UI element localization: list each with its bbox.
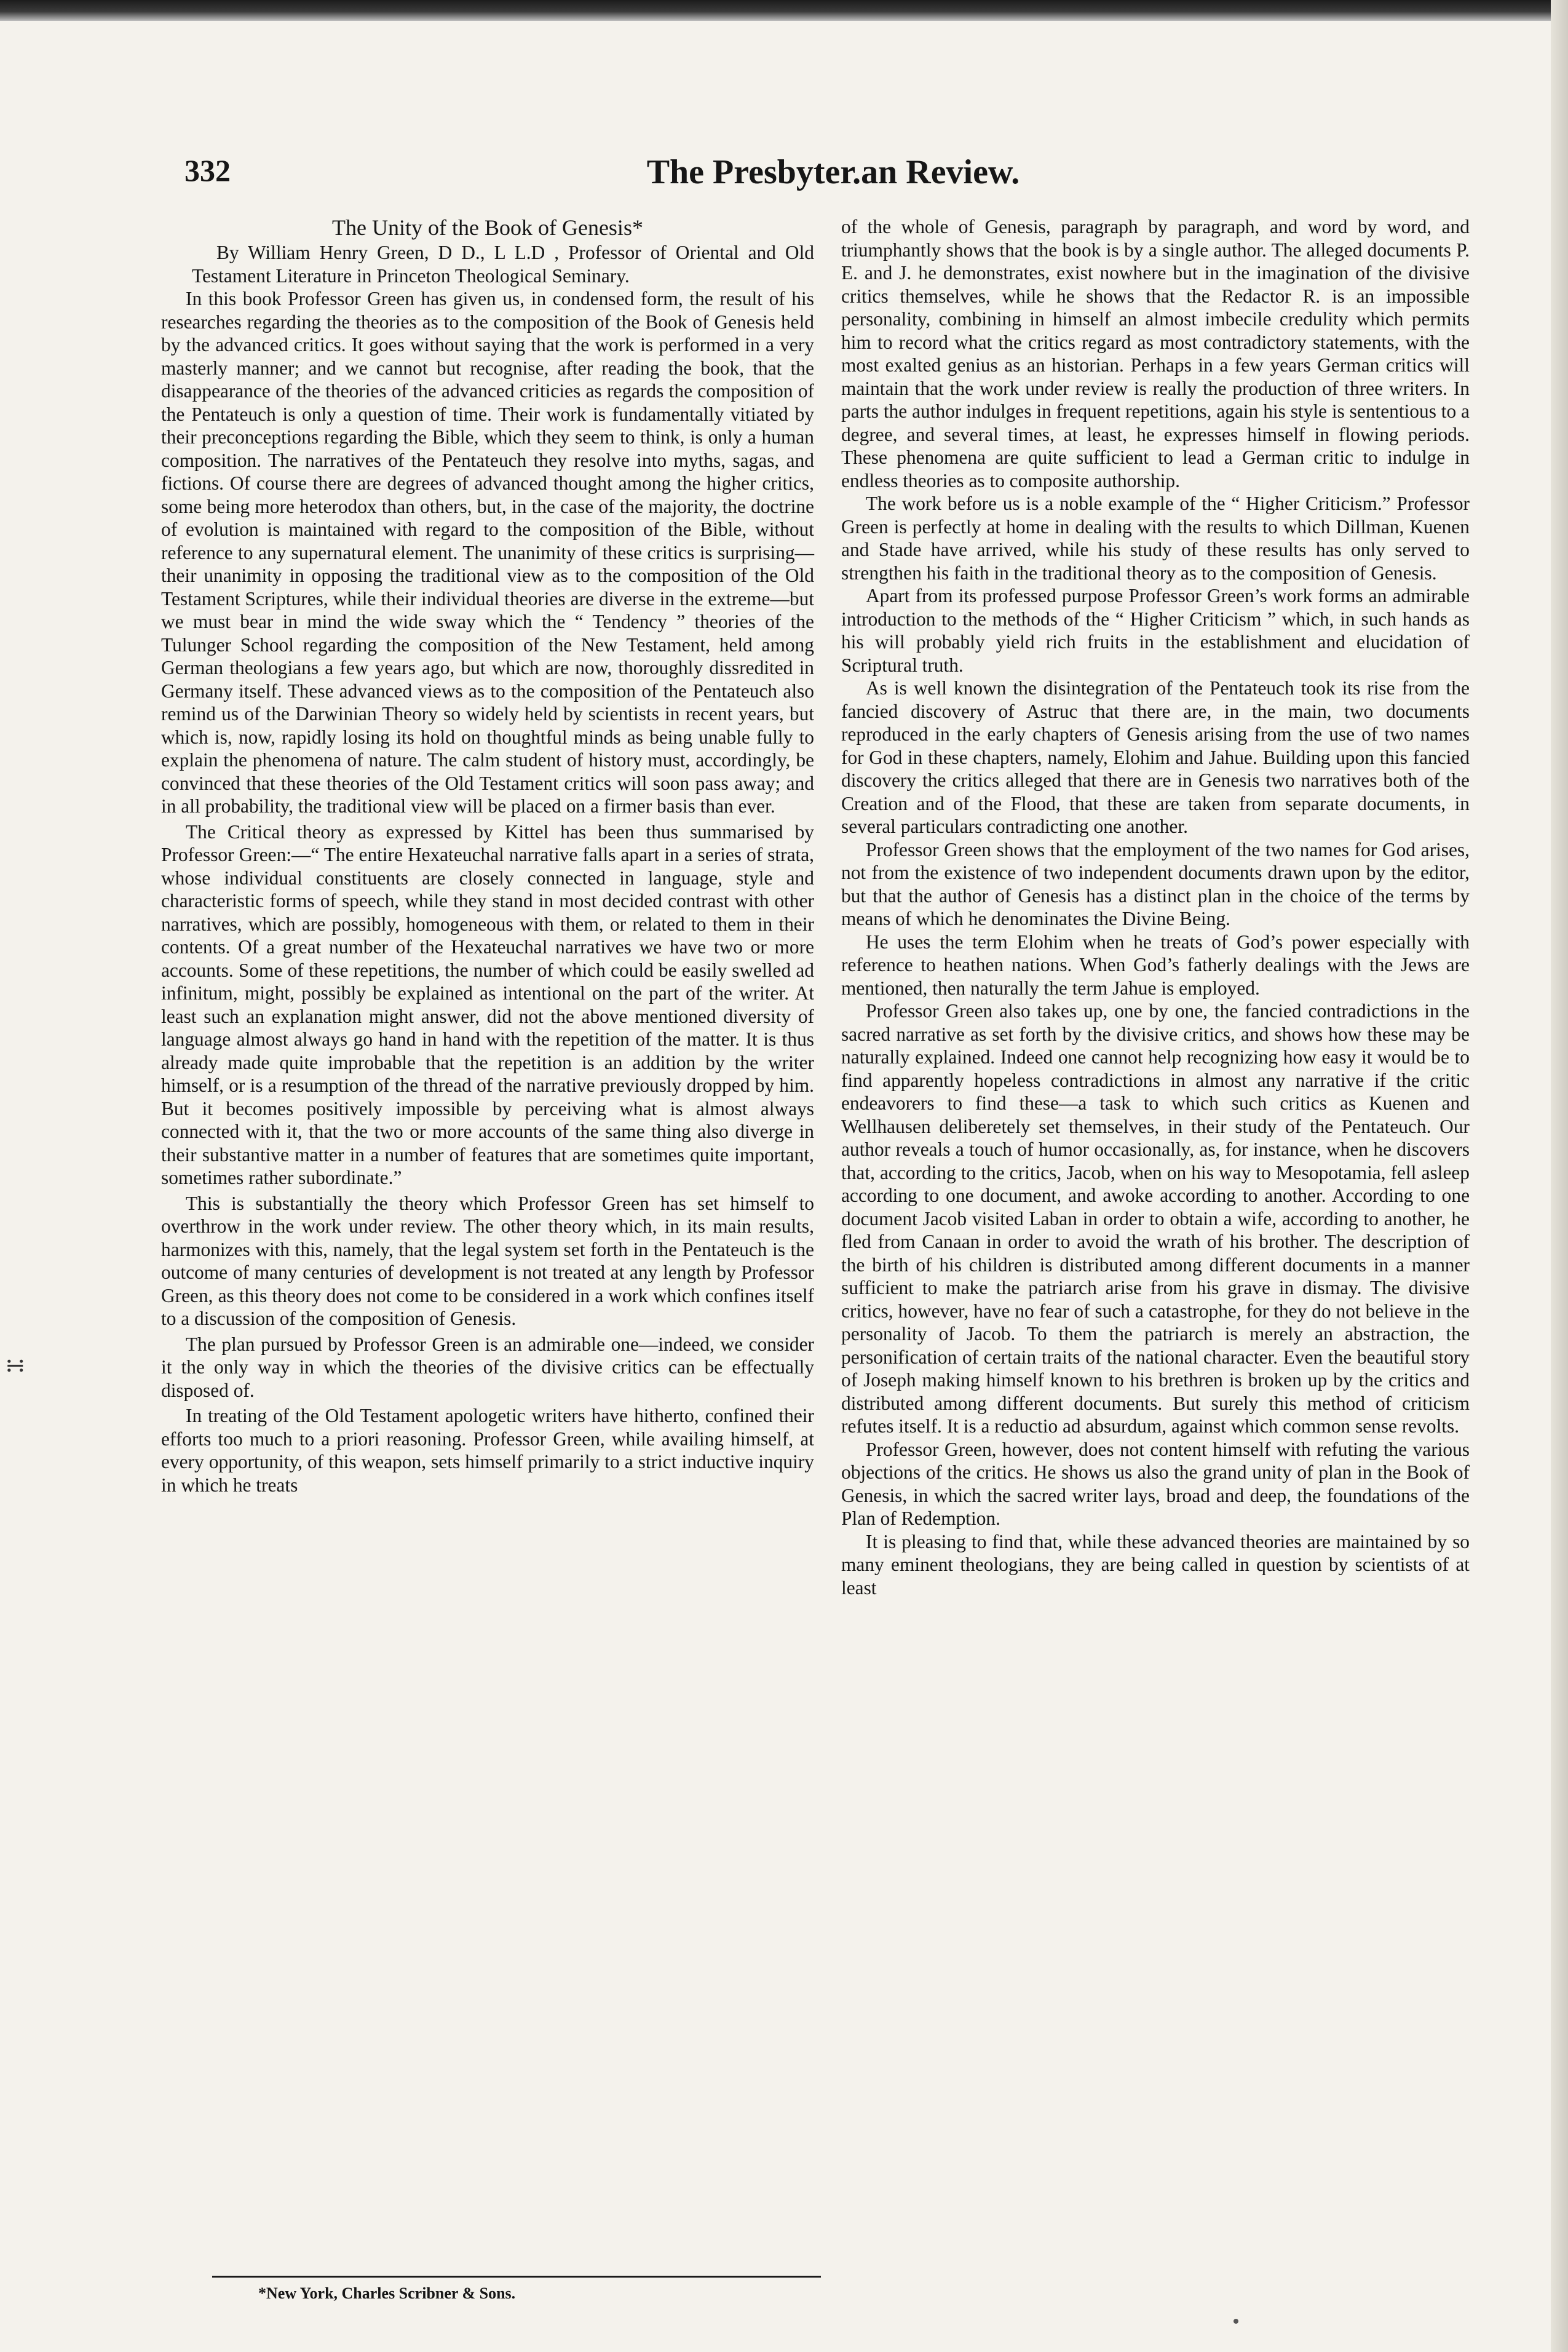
left-paragraph: In treating of the Old Testament apologetic writers have hitherto, confined their efforts too much to a priori reasoning. Professor Green, while availing himself, at every opportunity, of this weapon, sets himself primarily to a strict inductive inquiry in which he treats bbox=[161, 1405, 814, 1496]
review-byline: By William Henry Green, D D., L L.D , Professor of Oriental and Old Testament Literature in Princeton Theological Seminary. bbox=[192, 242, 814, 287]
speck-icon bbox=[1233, 2319, 1238, 2324]
journal-title: The Presbyter.an Review. bbox=[646, 153, 1020, 191]
right-paragraph: He uses the term Elohim when he treats of God’s power especially with reference to heathen nations. When God’s fatherly dealings with the Jews are mentioned, then naturally the term Jahue is employed. bbox=[841, 931, 1470, 999]
left-column bbox=[161, 215, 814, 1499]
right-paragraph: Professor Green also takes up, one by one, the fancied contradictions in the sacred narrative as set forth by the divisive critics, and shows how these may be naturally explained. Indeed one cannot help recognizing how easy it would be to find apparently hopeless contradictions in almost any narrative if the critic endeavorers to find these—a task to which such critics as Kuenen and Wellhausen deliberetely set themselves, in their study of the Pentateuch. Our author reveals a touch of humor occasionally, as, for instance, when he discovers that, according to the critics, Jacob, when on his way to Mesopotamia, fell asleep according to one document, and awoke according to another. According to one document Jacob visited Laban in order to obtain a wife, according to another, he fled from Canaan in order to avoid the wrath of his brother. The description of the birth of his children is distributed among different documents in a manner sufficient to make the patriarch arise from his grave in dismay. The divisive critics, however, have no fear of such a catastrophe, for they do not believe in the personality of Jacob. To them the patriarch is merely an abstraction, the personification of certain traits of the national character. Even the beautiful story of Joseph making himself known to his brethren is broken up by the critics and distributed among different documents. But surely this method of criticism refutes itself. It is a reductio ad absurdum, against which common sense revolts. bbox=[841, 1000, 1470, 1437]
right-paragraph: As is well known the disintegration of the Pentateuch took its rise from the fancied discovery of Astruc that there are, in the main, two documents reproduced in the early chapters of Genesis arising from the use of two names for God in these chapters, namely, Elohim and Jahue. Building upon this fancied discovery the critics alleged that there are in Genesis two narratives both of the Creation and of the Flood, that these are taken from separate documents, in several particulars contradicting one another. bbox=[841, 677, 1470, 837]
right-paragraph: of the whole of Genesis, paragraph by paragraph, and word by word, and triumphantly shows that the book is by a single author. The alleged documents P. E. and J. he demonstrates, exist nowhere but in the imagination of the divisive critics themselves, while he shows that the Redactor R. is an impossible personality, combining in himself an almost imbecile credulity which permits him to record what the critics regard as most contradictory statements, with the most exalted genius as an historian. Perhaps in a few years German critics will maintain that the work under review is really the production of three writers. In parts the author indulges in frequent repetitions, again his style is sententious to a degree, and several times, at least, he expresses himself in flowing periods. These phenomena are quite sufficient to lead a German critic to indulge in endless theories as to composite authorship. bbox=[841, 216, 1470, 491]
left-paragraph: This is substantially the theory which Professor Green has set himself to overthrow in the work under review. The other theory which, in its main results, harmonizes with this, namely, that the legal system set forth in the Pentateuch is the outcome of many centuries of development is not treated at any length by Professor Green, as this theory does not come to be considered in a work which confines itself to a discussion of the composition of Genesis. bbox=[161, 1192, 814, 1329]
footnote-rule bbox=[212, 2276, 821, 2278]
right-paragraph: It is pleasing to find that, while these advanced theories are maintained by so many eminent theologians, they are being called in question by scientists of at least bbox=[841, 1530, 1470, 1599]
right-column bbox=[841, 215, 1470, 1599]
left-paragraph: The plan pursued by Professor Green is an admirable one—indeed, we consider it the only way in which the theories of the divisive critics can be effectually disposed of. bbox=[161, 1333, 814, 1401]
left-paragraph: In this book Professor Green has given us, in condensed form, the result of his researches regarding the theories as to the composition of the Book of Genesis held by the advanced critics. It goes without saying that the work is performed in a very masterly manner; and we cannot but recognise, after reading the book, that the disappearance of the theories of the advanced criticies as regards the composition of the Pentateuch is only a question of time. Their work is fundamentally vitiated by their preconceptions regarding the Bible, which they seem to think, is only a human composition. The narratives of the Pentateuch they resolve into myths, sagas, and fictions. Of course there are degrees of advanced thought among the higher critics, some being more heterodox than others, but, in the case of the majority, the doctrine of evolution is maintained with regard to the composition of the Bible, without reference to any supernatural element. The unanimity of these critics is surprising—their unanimity in opposing the traditional view as to the composition of the Old Testament Scriptures, while their individual theories are diverse in the extreme—but we must bear in mind the wide sway which the “ Tendency ” theories of the Tulunger School regarding the composition of the New Testament, held among German theologians a few years ago, but which are now, thoroughly dissredited in Germany itself. These advanced views as to the composition of the Pentateuch also remind us of the Darwinian Theory so widely held by scientists in recent years, but which is, now, rapidly losing its hold on thoughtful minds as being unable fully to explain the phenomena of nature. The calm student of history must, accordingly, be convinced that these theories of the Old Testament critics will soon pass away; and in all probability, the traditional view will be placed on a firmer basis than ever. bbox=[161, 288, 814, 817]
right-paragraph: Professor Green, however, does not content himself with refuting the various objections of the critics. He shows us also the grand unity of plan in the Book of Genesis, in which the sacred writer lays, broad and deep, the foundations of the Plan of Redemption. bbox=[841, 1438, 1470, 1529]
right-paragraph: Professor Green shows that the employment of the two names for God arises, not from the existence of two independent documents drawn upon by the editor, but that the author of Genesis has a distinct plan in the choice of the terms by means of which he denominates the Divine Being. bbox=[841, 838, 1470, 929]
page-header bbox=[184, 153, 1482, 202]
page-number: 332 bbox=[184, 153, 231, 188]
right-paragraph: The work before us is a noble example of the “ Higher Criticism.” Professor Green is perfectly at home in dealing with the results to which Dillman, Kuenen and Stade have arrived, while his study of these results has only served to strengthen his faith in the traditional theory as to the composition of Genesis. bbox=[841, 493, 1470, 584]
footnote: *New York, Charles Scribner & Sons. bbox=[258, 2284, 516, 2302]
left-paragraph: The Critical theory as expressed by Kittel has been thus summarised by Professor Green:—“ The entire Hexateuchal narrative falls apart in a series of strata, whose individual constituents are closely connected in language, style and characteristic forms of speech, while they stand in most decided contrast with other narratives, which are possibly, homogeneous with them, or related to them in their contents. Of a great number of the Hexateuchal narratives we have two or more accounts. Some of these repetitions, the number of which could be easily swelled ad infinitum, might, possibly be explained as intentional on the part of the writer. At least such an explanation might answer, did not the above mentioned diversity of language almost always go hand in hand with the repetition of the matter. It is thus already made quite improbable that the repetition is an addition by the writer himself, or is a resumption of the thread of the narrative previously dropped by him. But it becomes positively impossible by perceiving what is almost always connected with it, that the two or more accounts of the same thing also diverge in their substantive matter in a number of features that are sometimes quite important, sometimes rather subordinate.” bbox=[161, 820, 814, 1188]
margin-smudge-icon: ∺ bbox=[5, 1351, 26, 1379]
scan-edge bbox=[0, 0, 1568, 21]
right-paragraph: Apart from its professed purpose Professor Green’s work forms an admirable introduction to the methods of the “ Higher Criticism ” which, in such hands as his will probably yield rich fruits in the establishment and elucidation of Scriptural truth. bbox=[841, 585, 1470, 676]
page-edge-shadow bbox=[1551, 0, 1568, 2352]
review-title: The Unity of the Book of Genesis* bbox=[332, 215, 643, 240]
